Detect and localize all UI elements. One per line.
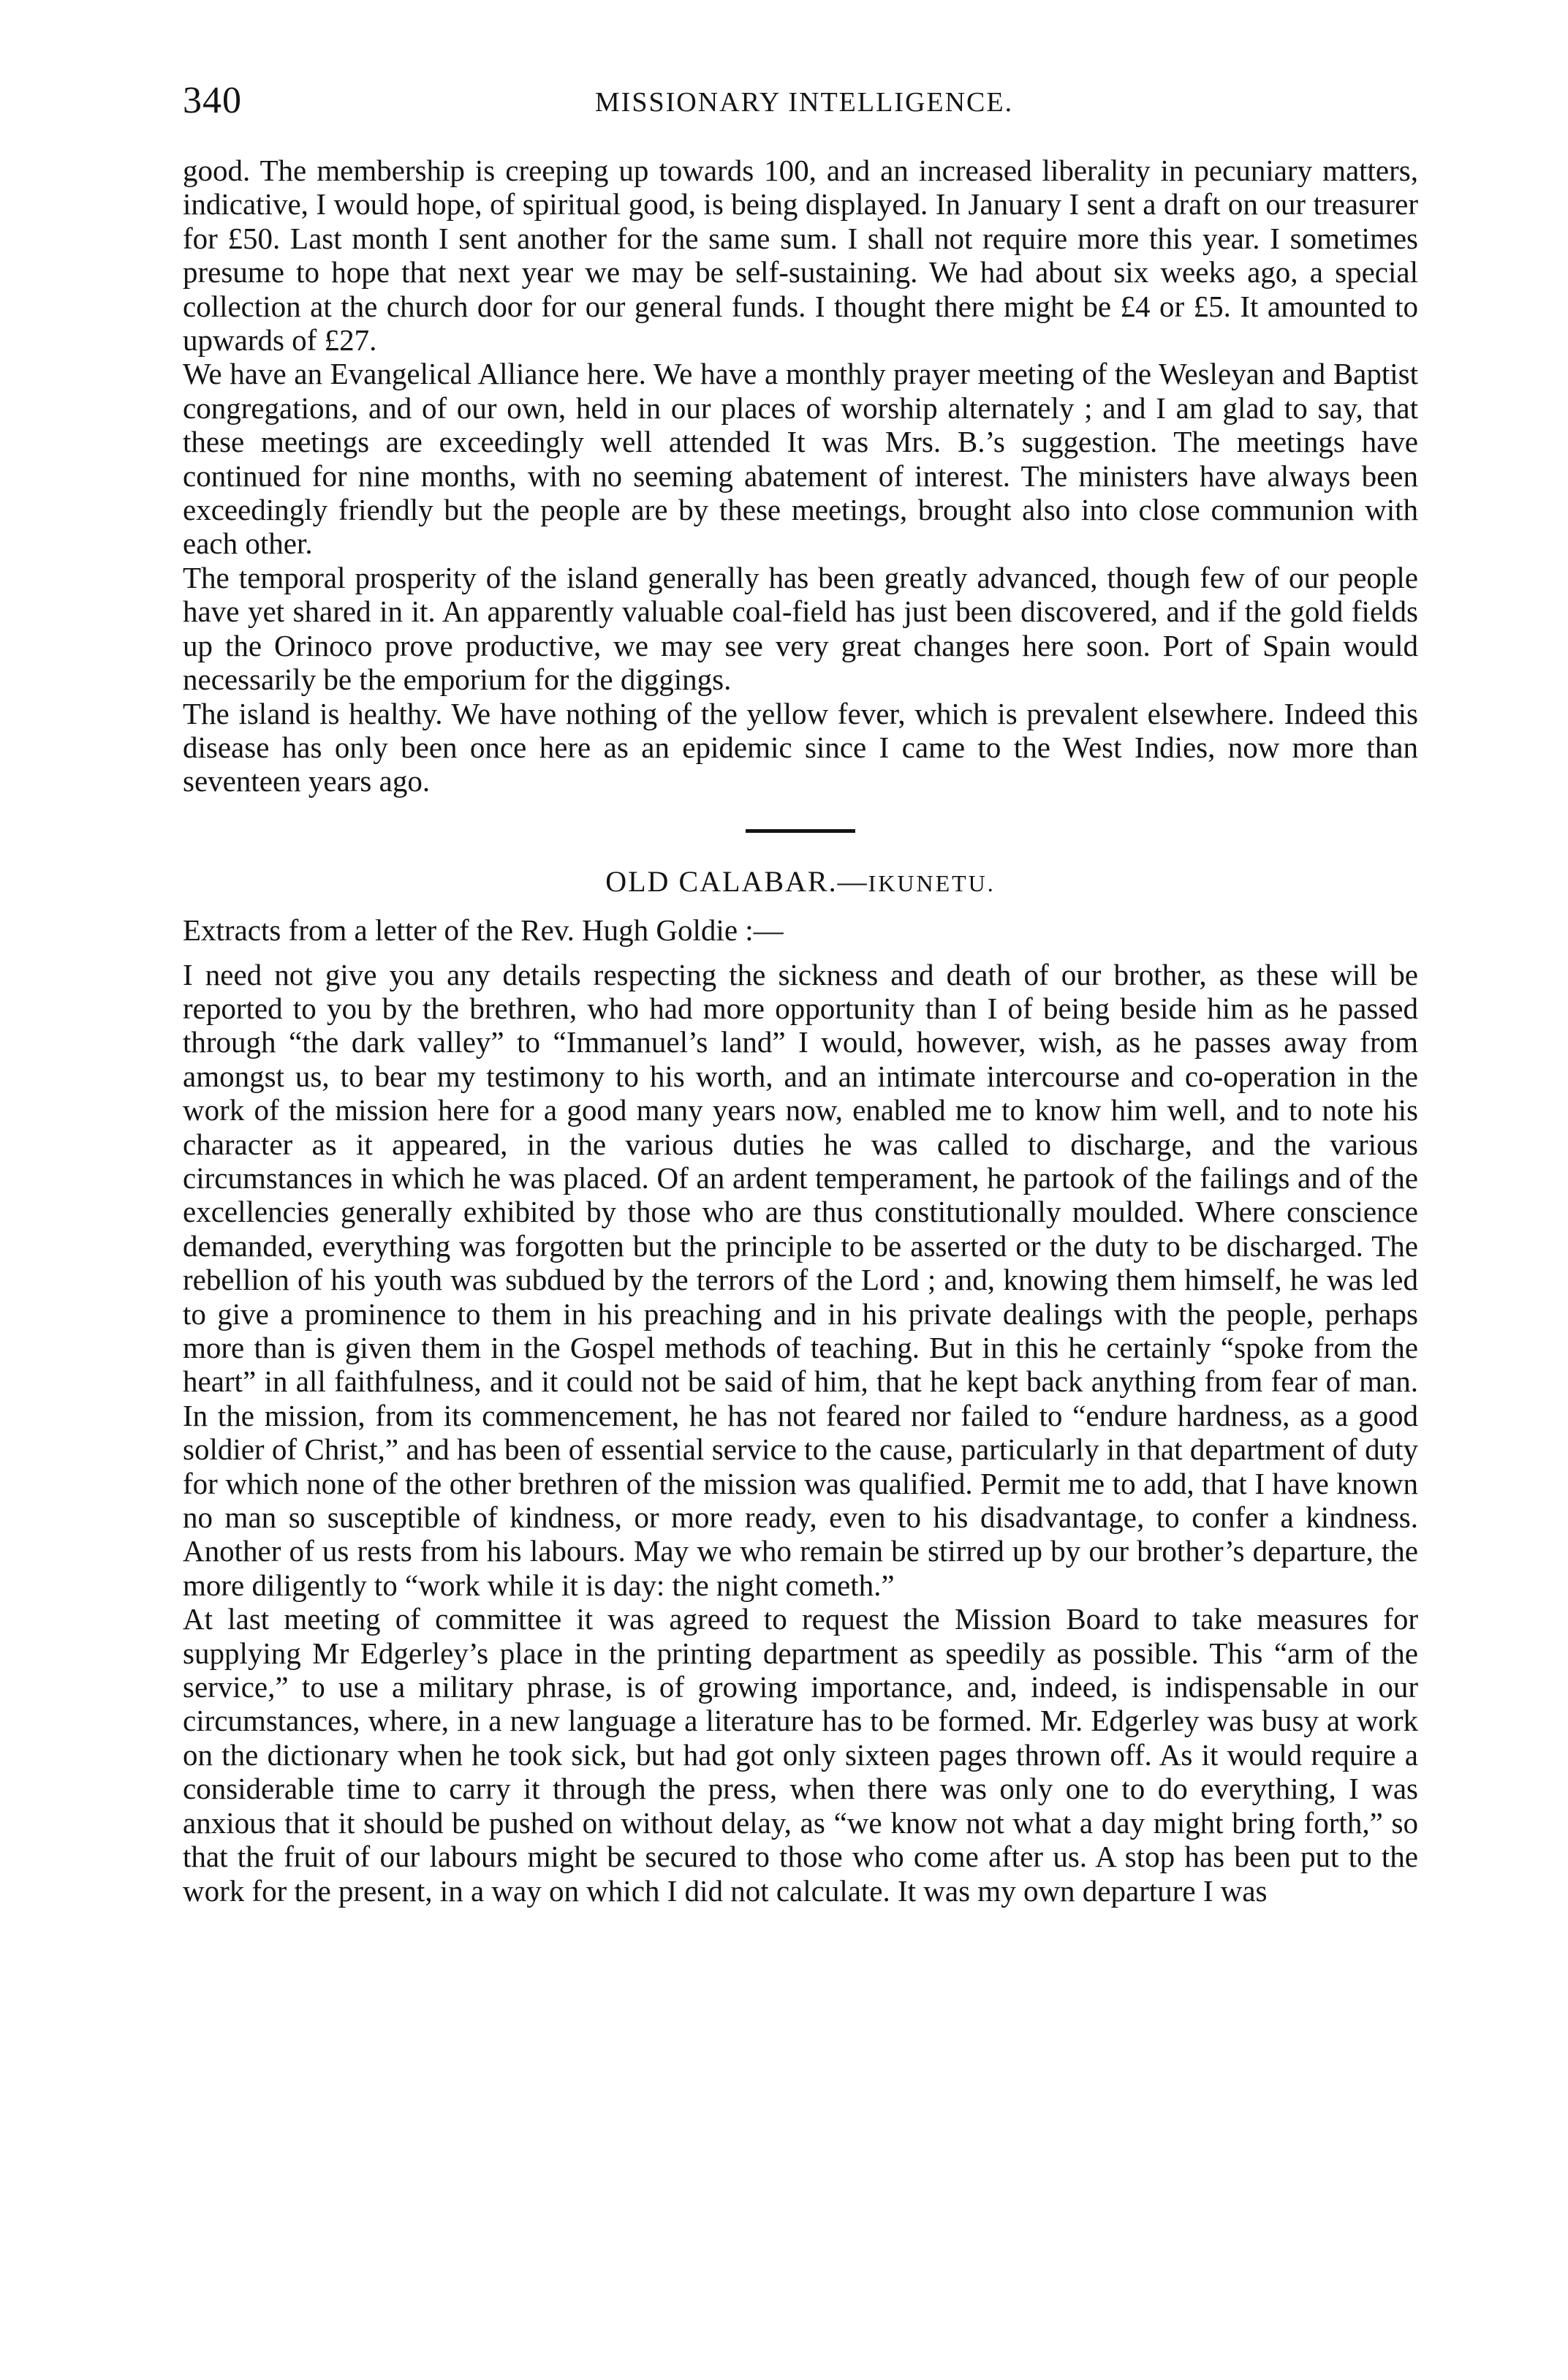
paragraph: We have an Evangelical Alliance here. We have a monthly prayer meeting of the Wesleyan and Baptist congregations, and of our own, held in our places of worship alternately ; and I am glad to say, that these meetings are exceedingly well attended It was Mrs. B.’s suggestion. The meetings have continued for nine months, with no seeming abatement of interest. The ministers have always been exceedingly friendly but the people are by these meetings, brought also into close communion with each other.	[183, 357, 1418, 561]
body-text	[183, 154, 1418, 1908]
page-header	[183, 79, 1425, 130]
page-number: 340	[183, 80, 242, 121]
section-title-main: OLD CALABAR.—	[605, 864, 868, 898]
paragraph: The island is healthy. We have nothing of the yellow fever, which is prevalent elsewhere. Indeed this disease has only been once here as an epidemic since I came to the West Indies, now more than seventeen years ago.	[183, 696, 1418, 798]
paragraph: I need not give you any details respecting the sickness and death of our brother, as these will be reported to you by the brethren, who had more opportunity than I of being beside him as he passed through “the dark valley” to “Immanuel’s land” I would, however, wish, as he passes away from amongst us, to bear my testimony to his worth, and an intimate intercourse and co-operation in the work of the mission here for a good many years now, enabled me to know him well, and to note his character as it appeared, in the various duties he was called to discharge, and the various circumstances in which he was placed. Of an ardent temperament, he partook of the failings and of the excellencies generally exhibited by those who are thus constitutionally moulded. Where conscience demanded, everything was forgotten but the principle to be asserted or the duty to be discharged. The rebellion of his youth was subdued by the terrors of the Lord ; and, knowing them himself, he was led to give a prominence to them in his preaching and in his private dealings with the people, perhaps more than is given them in the Gospel methods of teaching. But in this he certainly “spoke from the heart” in all faithfulness, and it could not be said of him, that he kept back anything from fear of man. In the mission, from its commencement, he has not feared nor failed to “endure hardness, as a good soldier of Christ,” and has been of essential service to the cause, particularly in that department of duty for which none of the other brethren of the mission was qualified. Permit me to add, that I have known no man so susceptible of kindness, or more ready, even to his disadvantage, to confer a kindness. Another of us rests from his labours. May we who remain be stirred up by our brother’s departure, the more diligently to “work while it is day: the night cometh.”	[183, 957, 1418, 1602]
section-divider	[746, 829, 855, 833]
paragraph: good. The membership is creeping up towards 100, and an increased liberality in pecuniary matters, indicative, I would hope, of spiritual good, is being displayed. In January I sent a draft on our treasurer for £50. Last month I sent another for the same sum. I shall not require more this year. I sometimes presume to hope that next year we may be self-sustaining. We had about six weeks ago, a special collection at the church door for our general funds. I thought there might be £4 or £5. It amounted to upwards of £27.	[183, 154, 1418, 358]
section-title-place: IKUNETU.	[868, 869, 996, 896]
paragraph: At last meeting of committee it was agreed to request the Mission Board to take measures for supplying Mr Edgerley’s place in the printing department as speedily as possible. This “arm of the service,” to use a military phrase, is of growing importance, and, indeed, is indispensable in our circumstances, where, in a new language a literature has to be formed. Mr. Edgerley was busy at work on the dictionary when he took sick, but had got only sixteen pages thrown off. As it would require a considerable time to carry it through the press, when there was only one to do everything, I was anxious that it should be pushed on without delay, as “we know not what a day might bring forth,” so that the fruit of our labours might be secured to those who come after us. A stop has been put to the work for the present, in a way on which I did not calculate. It was my own departure I was	[183, 1602, 1418, 1908]
section-title	[183, 865, 1418, 900]
section-intro: Extracts from a letter of the Rev. Hugh Goldie :—	[183, 913, 784, 948]
paragraph: The temporal prosperity of the island generally has been greatly advanced, though few of our people have yet shared in it. An apparently valuable coal-field has just been discovered, and if the gold fields up the Orinoco prove productive, we may see very great changes here soon. Port of Spain would necessarily be the emporium for the diggings.	[183, 560, 1418, 697]
running-head: MISSIONARY INTELLIGENCE.	[594, 87, 1014, 118]
